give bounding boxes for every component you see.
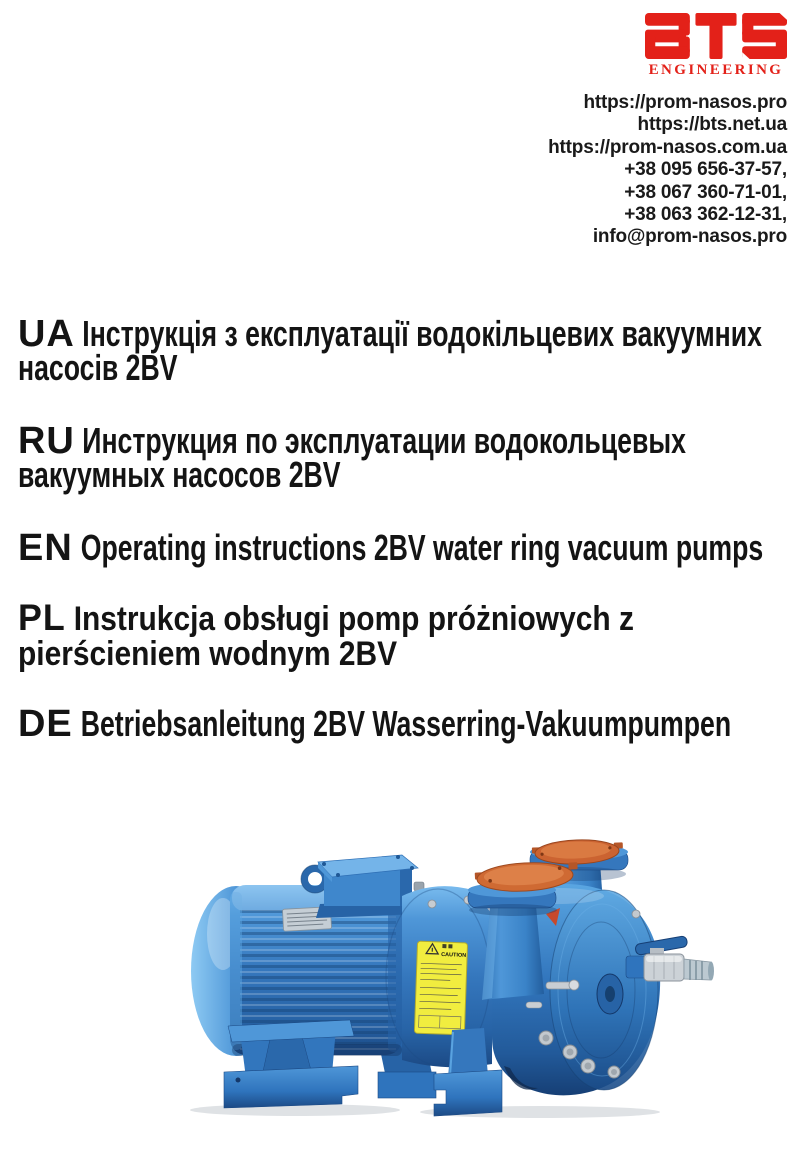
bts-logo-mark [645, 13, 787, 59]
stud-bolt [546, 982, 572, 989]
section-en [18, 527, 764, 569]
title-line: Operating instructions 2BV water ring vacuum pumps [80, 527, 764, 568]
title-line: Инструкция по эксплуатации водокольцевых [82, 420, 686, 461]
contact-line-url: https://prom-nasos.pro [583, 92, 787, 113]
section-pl [18, 597, 634, 673]
lang-code-pl: PL [18, 597, 66, 638]
lang-code-en: EN [18, 527, 73, 569]
pump-photo [80, 822, 720, 1122]
section-ru [18, 420, 686, 495]
title-line: pierścieniem wodnym 2BV [18, 635, 398, 673]
contact-line-phone: +38 063 362-12-31, [624, 204, 787, 226]
contact-line-phone: +38 095 656-37-57, [624, 159, 787, 181]
section-ua [18, 313, 762, 388]
title-line: вакуумных насосов 2BV [18, 454, 341, 495]
lang-code-ru: RU [18, 420, 75, 462]
title-line: Інструкція з експлуатації водокільцевих вакуумних [82, 313, 762, 354]
brand-logo [645, 13, 787, 79]
caution-label [414, 941, 467, 1035]
water-ring-vacuum-pump-illustration [80, 822, 720, 1122]
contact-line-url: https://prom-nasos.com.ua [548, 136, 787, 158]
contact-block [548, 92, 787, 249]
title-line: насосів 2BV [18, 347, 178, 388]
caution-text: CAUTION [441, 952, 467, 959]
title-line: Betriebsanleitung 2BV Wasserring-Vakuumpumpen [80, 703, 732, 744]
contact-line-phone: +38 067 360-71-01, [624, 181, 787, 203]
title-line: Instrukcja obsługi pomp próżniowych z [73, 600, 634, 638]
contact-line-email: info@prom-nasos.pro [592, 226, 787, 248]
lang-code-ua: UA [18, 313, 75, 355]
lang-code-de: DE [18, 703, 73, 745]
brand-logo-subtitle: ENGINEERING [648, 62, 784, 78]
contact-line-url: https://bts.net.ua [637, 114, 787, 136]
motor-foot [224, 1020, 358, 1108]
section-de [18, 703, 732, 745]
